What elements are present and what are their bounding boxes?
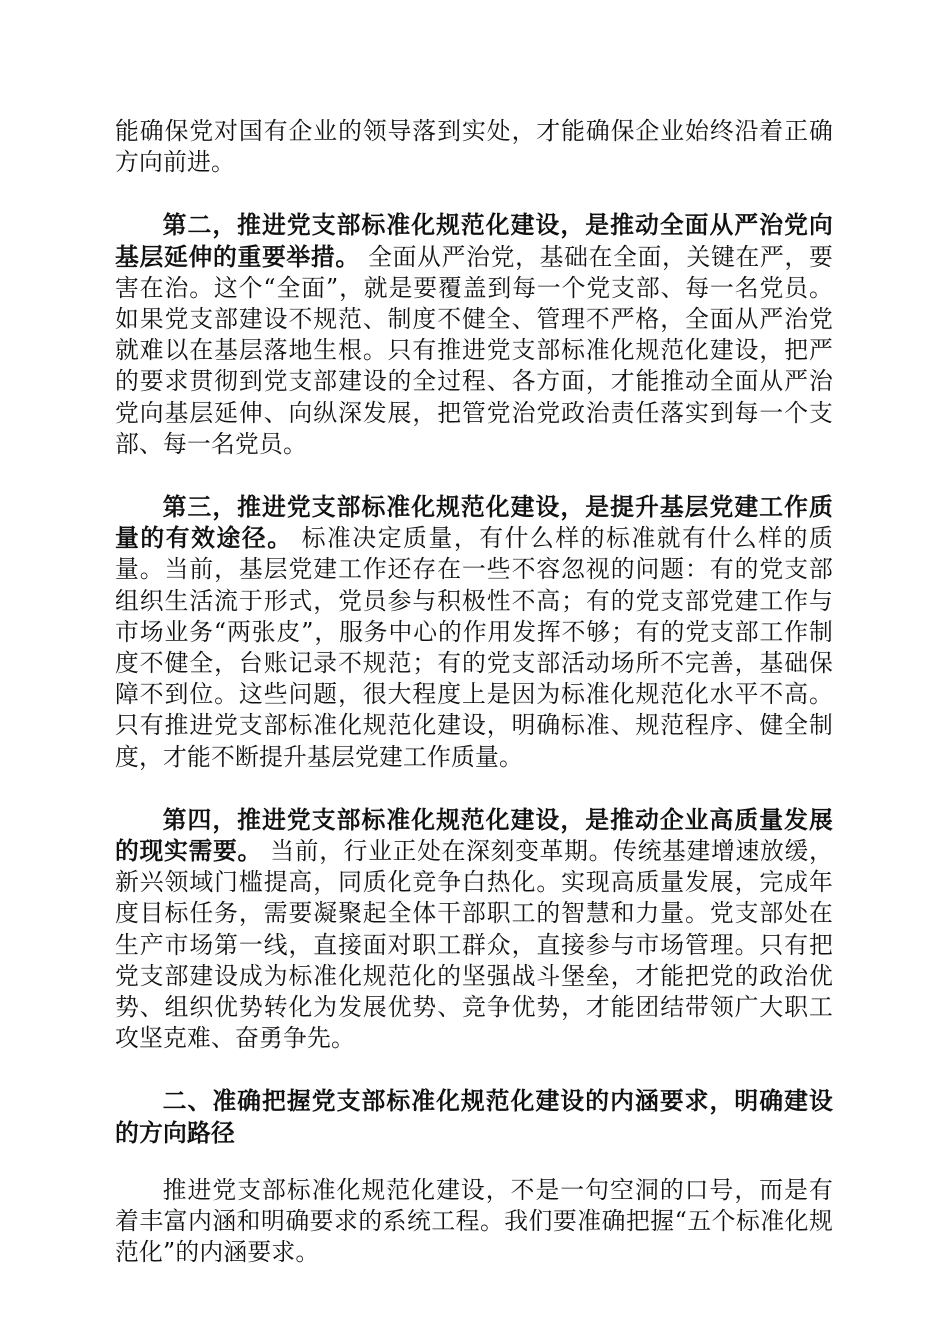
paragraph-point-two	[115, 210, 833, 460]
paragraph-body: 全面从严治党，基础在全面，关键在严，要害在治。这个“全面”，就是要覆盖到每一个党支部、每一名党员。如果党支部建设不规范、制度不健全、管理不严格，全面从严治党就难以在基层落地生根。只有推进党支部标准化规范化建设，把严的要求贯彻到党支部建设的全过程、各方面，才能推动全面从严治党向基层延伸、向纵深发展，把管党治党政治责任落实到每一个支部、每一名党员。	[115, 242, 833, 458]
paragraph-point-four	[115, 805, 833, 1055]
paragraph-body: 当前，行业正处在深刻变革期。传统基建增速放缓，新兴领域门槛提高，同质化竞争白热化。实现高质量发展，完成年度目标任务，需要凝聚起全体干部职工的智慧和力量。党支部处在生产市场第一线，直接面对职工群众，直接参与市场管理。只有把党支部建设成为标准化规范化的坚强战斗堡垒，才能把党的政治优势、组织优势转化为发展优势、竞争优势，才能团结带领广大职工攻坚克难、奋勇争先。	[115, 837, 833, 1053]
paragraph-section-intro: 推进党支部标准化规范化建设，不是一句空洞的口号，而是有着丰富内涵和明确要求的系统工程。我们要准确把握“五个标准化规范化”的内涵要求。	[115, 1175, 833, 1267]
document-page	[115, 116, 833, 1269]
paragraph-lead-bold: 第二，推进党支部标准化规范化建设，是推动全面从严治党向基层延伸的重要举措。	[115, 211, 833, 271]
paragraph-lead-bold: 第四，推进党支部标准化规范化建设，是推动企业高质量发展的现实需要。	[115, 805, 833, 866]
section-heading: 二、准确把握党支部标准化规范化建设的内涵要求，明确建设的方向路径	[115, 1087, 833, 1147]
paragraph-point-three	[115, 492, 833, 773]
paragraph-body: 标准决定质量，有什么样的标准就有什么样的质量。当前，基层党建工作还存在一些不容忽视的问题：有的党支部组织生活流于形式，党员参与积极性不高；有的党支部党建工作与市场业务“两张皮”，服务中心的作用发挥不够；有的党支部工作制度不健全，台账记录不规范；有的党支部活动场所不完善，基础保障不到位。这些问题，很大程度上是因为标准化规范化水平不高。只有推进党支部标准化规范化建设，明确标准、规范程序、健全制度，才能不断提升基层党建工作质量。	[115, 524, 833, 771]
paragraph-lead-bold: 第三，推进党支部标准化规范化建设，是提升基层党建工作质量的有效途径。	[115, 493, 833, 553]
paragraph-continuation: 能确保党对国有企业的领导落到实处，才能确保企业始终沿着正确方向前进。	[115, 117, 833, 177]
